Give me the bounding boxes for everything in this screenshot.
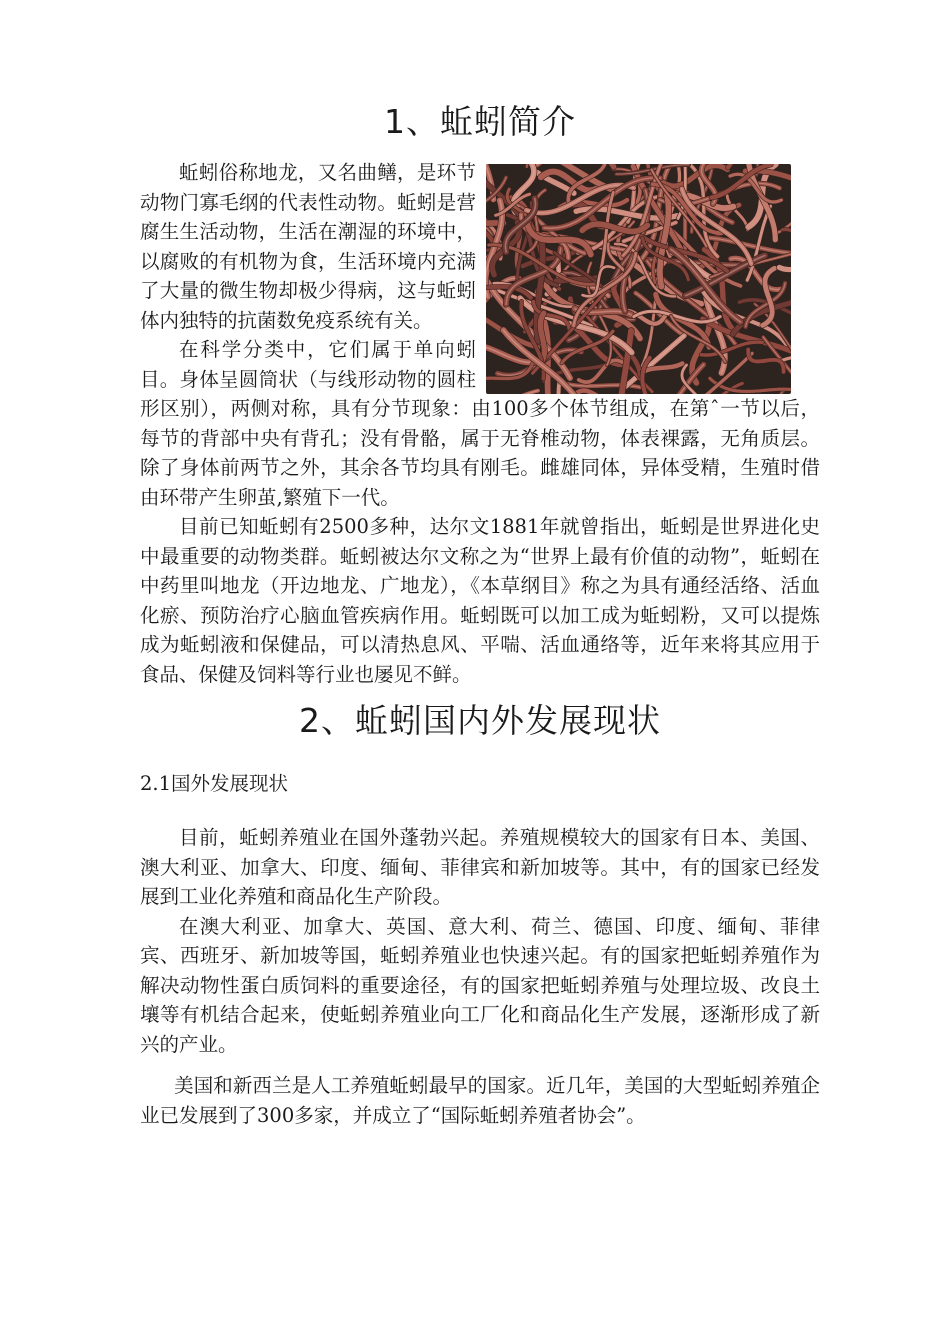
intro-paragraph-2: 在科学分类中，它们属于单向蚓目。身体呈圆筒状（与线形动物的圆柱形区别），两侧对称，具有分节现象：由100多个体节组成，在第ˆ一节以后，每节的背部中央有背孔；没有骨骼，属于无脊椎动物，体表裸露，无角质层。除了身体前两节之外，其余各节均具有刚毛。雌雄同体，异体受精，生殖时借由环带产生卵茧,繁殖下一代。 [140, 338, 820, 509]
earthworm-photo-icon [486, 164, 791, 394]
document-page [140, 98, 820, 1130]
section-1-heading: 1、蚯蚓简介 [384, 102, 576, 141]
earthworm-photo [486, 164, 791, 394]
abroad-paragraph-3: 美国和新西兰是人工养殖蚯蚓最早的国家。近几年，美国的大型蚯蚓养殖企业已发展到了300多家，并成立了“国际蚯蚓养殖者协会”。 [140, 1074, 820, 1127]
abroad-paragraph-1: 目前，蚯蚓养殖业在国外蓬勃兴起。养殖规模较大的国家有日本、美国、澳大利亚、加拿大、印度、缅甸、菲律宾和新加坡等。其中，有的国家已经发展到工业化养殖和商品化生产阶段。 [140, 826, 820, 908]
abroad-paragraph-2: 在澳大利亚、加拿大、英国、意大利、荷兰、德国、印度、缅甸、菲律宾、西班牙、新加坡等国，蚯蚓养殖业也快速兴起。有的国家把蚯蚓养殖作为解决动物性蛋白质饲料的重要途径，有的国家把蚯蚓养殖与处理垃圾、改良土壤等有机结合起来，使蚯蚓养殖业向工厂化和商品化生产发展，逐渐形成了新兴的产业。 [140, 914, 820, 1056]
section-1-body [140, 158, 820, 689]
section-2-heading: 2、蚯蚓国内外发展现状 [299, 701, 661, 740]
intro-paragraph-3: 目前已知蚯蚓有2500多种，达尔文1881年就曾指出，蚯蚓是世界进化史中最重要的动物类群。蚯蚓被达尔文称之为“世界上最有价值的动物”，蚯蚓在中药里叫地龙（开边地龙、广地龙），《本草纲目》称之为具有通经活络、活血化瘀、预防治疗心脑血管疾病作用。蚯蚓既可以加工成为蚯蚓粉，又可以提炼成为蚯蚓液和保健品，可以清热息风、平喘、活血通络等，近年来将其应用于食品、保健及饲料等行业也屡见不鲜。 [140, 515, 820, 686]
intro-paragraph-1: 蚯蚓俗称地龙，又名曲鳝，是环节动物门寡毛纲的代表性动物。蚯蚓是营腐生生活动物，生活在潮湿的环境中，以腐败的有机物为食，生活环境内充满了大量的微生物却极少得病，这与蚯蚓体内独特的抗菌数免疫系统有关。 [140, 161, 476, 332]
section-2-1-subheading: 2.1国外发展现状 [140, 772, 289, 795]
